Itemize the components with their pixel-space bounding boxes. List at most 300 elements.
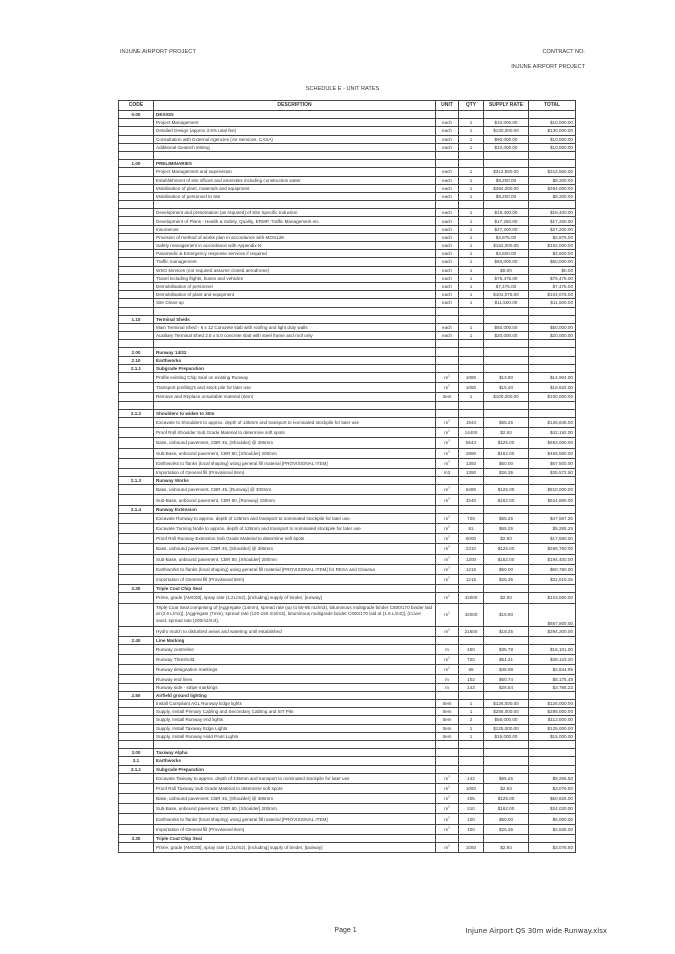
cell-code [119,683,154,691]
cell-code [119,438,154,448]
cell-code: 2.1.2 [119,409,154,417]
cell-code [119,258,154,266]
cell-total: $194,400.00 [529,554,576,564]
section-heading-row [119,505,576,513]
cell-unit [436,383,459,393]
cell-unit [436,393,459,401]
cell-code: 2.30 [119,585,154,593]
cell-unit [436,356,459,364]
unit-text: m [444,806,449,812]
table-row [119,824,576,834]
cell-supply-rate: $17,250.00 [484,217,529,225]
section-heading-row [119,111,576,119]
cell-description: Prime, grade [AMC00], spray rate (1.2L/m2), [including] supply of binder, [taxiway] [154,843,436,853]
cell-description: Safety management in accordance with Appendix N [154,242,436,250]
table-row [119,794,576,804]
cell-unit [436,409,459,417]
cell-description: Supply, Install Taxiway Edge Lights [154,724,436,732]
table-row [119,209,576,217]
cell-code [119,291,154,299]
unit-text: Item [442,733,452,739]
cell-supply-rate [484,749,529,757]
cell-description: Demobilisation of plant and equipment [154,291,436,299]
cell-description: Project Management [154,119,436,127]
cell-qty: 1350 [459,458,484,468]
cell-unit [436,250,459,258]
cell-supply-rate: $286,000.00 [484,708,529,716]
table-row [119,804,576,814]
cell-description: PRELIMINARIES [154,160,436,168]
unit-exponent: 3 [448,804,450,809]
cell-unit [436,585,459,593]
cell-description: Sub-Base, unbound pavement, CBR 80, [Runway] 150mm [154,495,436,505]
cell-qty [459,348,484,356]
table-row [119,716,576,724]
cell-code [119,209,154,217]
cell-code [119,127,154,135]
cell-unit [436,282,459,290]
cell-code: 3.30 [119,834,154,842]
blank-row [119,151,576,159]
unit-text: each [442,120,452,126]
cell-unit [436,428,459,438]
cell-description: Supply, Install Runway end lights [154,716,436,724]
cell-code [119,151,154,159]
cell-unit [436,135,459,143]
unit-text: each [442,267,452,273]
header-project-name-right: INJUNE AIRPORT PROJECT [511,64,585,70]
unit-text: each [442,284,452,290]
cell-qty [459,111,484,119]
cell-description: Travel including flights, buses and vehicles [154,274,436,282]
cell-unit [436,274,459,282]
cell-total: $3,795.22 [529,683,576,691]
cell-description: Earthworks to flanks (local shaping) using general fill material [PROVISIONAL ITEM] [154,814,436,824]
cell-code [119,225,154,233]
unit-text: m [444,785,449,791]
cell-qty [459,691,484,699]
cell-description [154,307,436,315]
cell-code [119,242,154,250]
column-header-unit: UNIT [436,101,459,111]
cell-unit [436,732,459,740]
cell-qty: 21600 [459,626,484,636]
cell-total [529,691,576,699]
cell-unit [436,111,459,119]
unit-text: m [444,450,449,456]
cell-unit [436,266,459,274]
cell-total [529,356,576,364]
cell-description: Runway Threshold [154,655,436,665]
column-header-total: TOTAL [529,101,576,111]
cell-description: Site Clean-up [154,299,436,307]
cell-qty [459,315,484,323]
cell-code [119,274,154,282]
cell-unit [436,665,459,675]
cell-code [119,524,154,534]
cell-qty: 1 [459,258,484,266]
cell-supply-rate [484,765,529,773]
cell-qty: 1 [459,393,484,401]
cell-unit [436,683,459,691]
cell-code [119,724,154,732]
table-row [119,554,576,564]
cell-total [529,409,576,417]
cell-supply-rate [484,585,529,593]
cell-qty: 3240 [459,495,484,505]
section-heading-row [119,765,576,773]
table-row [119,225,576,233]
cell-unit [436,655,459,665]
unit-text: m [444,536,449,542]
cell-description: Profile existing Chip Seal on existing Runway [154,373,436,383]
cell-qty: 1 [459,127,484,135]
cell-unit [436,675,459,683]
cell-qty: 1 [459,291,484,299]
cell-unit [436,143,459,151]
unit-text: each [442,177,452,183]
unit-text: each [442,292,452,298]
cell-description: Demobilisation of personnel [154,282,436,290]
cell-unit [436,485,459,495]
cell-code [119,307,154,315]
cell-description: Remove and Replace unsuitable material (Item) [154,393,436,401]
cell-unit [436,824,459,834]
cell-qty [459,749,484,757]
cell-unit [436,468,459,476]
cell-qty: 1 [459,225,484,233]
cell-description: Runway side - stripe markings [154,683,436,691]
cell-total [529,636,576,644]
cell-total: $17,250.00 [529,217,576,225]
cell-unit [436,151,459,159]
cell-code [119,143,154,151]
cell-qty: 1 [459,184,484,192]
cell-code [119,192,154,200]
cell-total [529,201,576,209]
unit-text: each [442,251,452,257]
cell-supply-rate: $9,200.00 [484,176,529,184]
cell-supply-rate: $10,000.00 [484,143,529,151]
cell-qty: 720 [459,655,484,665]
cell-code [119,513,154,523]
cell-code [119,201,154,209]
cell-qty: 1 [459,332,484,340]
cell-unit [436,757,459,765]
column-header-description: DESCRIPTION [154,101,436,111]
cell-supply-rate: $4,600.00 [484,250,529,258]
cell-supply-rate: $56,000.00 [484,716,529,724]
unit-text: Item [442,394,452,400]
cell-description: Traffic management [154,258,436,266]
table-row [119,383,576,393]
cell-code: 2.1.3 [119,477,154,485]
cell-qty: 6000 [459,534,484,544]
cell-code [119,564,154,574]
table-row [119,593,576,603]
table-row [119,143,576,151]
cell-qty: 1 [459,143,484,151]
table-row [119,843,576,853]
cell-total: $35,572.50 [529,468,576,476]
cell-code [119,266,154,274]
table-row [119,176,576,184]
table-row [119,428,576,438]
unit-exponent: 2 [448,655,450,660]
cell-code [119,700,154,708]
unit-text: m [444,375,449,381]
unit-text: each [442,128,452,134]
cell-total [529,757,576,765]
cell-description: Subgrade Preparation [154,765,436,773]
unit-text: each [442,136,452,142]
cell-unit [436,603,459,626]
cell-description: Additional Geotech testing [154,143,436,151]
cell-unit [436,417,459,427]
cell-description: Sub-Base, unbound pavement, CBR 80, [Shoulder] 200mm [154,804,436,814]
unit-text: m [444,796,449,802]
section-heading-row [119,348,576,356]
cell-supply-rate: $60,000.00 [484,258,529,266]
cell-code [119,340,154,348]
cell-total [529,364,576,372]
cell-description [154,740,436,748]
cell-code [119,655,154,665]
cell-unit [436,209,459,217]
cell-code [119,485,154,495]
cell-qty [459,636,484,644]
unit-exponent: 2 [448,784,450,789]
unit-exponent: 3 [448,544,450,549]
table-row [119,282,576,290]
table-row [119,393,576,401]
cell-qty: 405 [459,794,484,804]
unit-exponent: 3 [448,496,450,500]
cell-qty: 1 [459,732,484,740]
table-row [119,135,576,143]
cell-description [154,151,436,159]
cell-description: Provision of method of works plan in accordance with MOS139. [154,233,436,241]
cell-total: $60,750.00 [529,564,576,574]
cell-supply-rate [484,834,529,842]
unit-text: m [444,487,449,493]
cell-code: 0.00 [119,111,154,119]
cell-supply-rate: $65.25 [484,417,529,427]
cell-unit [436,299,459,307]
cell-description: Excavate to Shoulders to approx. depth of 135mm and transport to nominated stockpile for later use [154,417,436,427]
cell-total: $130,000.00 [529,127,576,135]
unit-text: m [445,646,449,652]
table-row [119,323,576,331]
cell-total: $17,580.00 [529,534,576,544]
cell-unit [436,192,459,200]
unit-text: each [442,226,452,232]
cell-description: Base, unbound pavement, CBR 45, [Shoulder] @ 385mm [154,794,436,804]
cell-code [119,299,154,307]
cell-code [119,843,154,853]
unit-text: each [442,324,452,330]
cell-supply-rate: $18,400.00 [484,209,529,217]
cell-code [119,184,154,192]
cell-total: $5,285.25 [529,524,576,534]
cell-description: Importation of General fill (Provisional Item) [154,824,436,834]
cell-supply-rate: $104,075.00 [484,291,529,299]
table-row [119,373,576,383]
cell-supply-rate: $54.31 [484,655,529,665]
unit-exponent: 3 [448,575,450,580]
table-row [119,495,576,505]
cell-code [119,593,154,603]
cell-supply-rate [484,364,529,372]
cell-code: 3.1.1 [119,765,154,773]
cell-description: Supply, Install Runway Hold Point Lights [154,732,436,740]
cell-code [119,544,154,554]
cell-code [119,740,154,748]
cell-total: $123,060.00 [529,593,576,603]
cell-total: $5,000.00 [529,814,576,824]
cell-qty: 1 [459,299,484,307]
cell-description: Base, unbound pavement, CBR 45, [Runway] @ 300mm [154,485,436,495]
cell-total [529,307,576,315]
cell-total [529,151,576,159]
cell-unit [436,242,459,250]
table-row [119,168,576,176]
cell-total: $2,875.00 [529,233,576,241]
cell-code [119,644,154,654]
cell-unit [436,233,459,241]
cell-supply-rate [484,409,529,417]
cell-qty: 100 [459,814,484,824]
blank-row [119,340,576,348]
cell-qty: 42000 [459,603,484,626]
cell-description: Main Terminal Shed - 6 x 12 Concrete slab with roofing and light duty walls [154,323,436,331]
cell-unit [436,724,459,732]
cell-qty: 1200 [459,554,484,564]
cell-unit [436,258,459,266]
cell-qty: 1 [459,250,484,258]
cell-unit [436,225,459,233]
cell-description: Base, unbound pavement, CBR 45, [Shoulder] @ 385mm [154,544,436,554]
cell-supply-rate: $100,000.00 [484,393,529,401]
cell-description: Earthworks to flanks (local shaping) using general fill material [PROVISIONAL ITEM] [154,458,436,468]
cell-supply-rate: $50.00 [484,458,529,468]
cell-qty: 1 [459,119,484,127]
cell-unit [436,201,459,209]
unit-exponent: 3 [448,449,450,454]
cell-total: $50,000.00 [529,323,576,331]
cell-unit [436,448,459,458]
cell-unit [436,524,459,534]
unit-text: m [445,684,449,690]
cell-supply-rate: $26.35 [484,468,529,476]
unit-text: each [442,193,452,199]
cell-total: $10,000.00 [529,135,576,143]
cell-description: Importation of General fill (Provisional Item) [154,468,436,476]
cell-description: Supply, Install Primary Cabling and Secondary Cabling and SIT Pits [154,708,436,716]
table-row [119,773,576,783]
unit-exponent: 3 [448,514,450,519]
cell-unit [436,564,459,574]
cell-unit [436,127,459,135]
cell-total: $60,000.00 [529,258,576,266]
unit-exponent: 3 [448,524,450,529]
cell-unit [436,765,459,773]
table-row [119,524,576,534]
unit-text: Item [442,709,452,715]
cell-description [154,201,436,209]
cell-supply-rate: $48.09 [484,665,529,675]
unit-text: m [444,526,449,532]
cell-supply-rate: $90,000.00 [484,135,529,143]
table-row [119,534,576,544]
table-row [119,448,576,458]
cell-description: Prime, grade [AMC00], spray rate (1.2L/m2), [including] supply of binder, [runway] [154,593,436,603]
schedule-title: SCHEDULE E - UNIT RATES [305,86,380,92]
cell-qty: 1 [459,209,484,217]
cell-supply-rate: $2.93 [484,593,529,603]
cell-supply-rate [484,111,529,119]
cell-code [119,282,154,290]
cell-total: $9,265.50 [529,773,576,783]
cell-code [119,814,154,824]
cell-unit [436,804,459,814]
cell-supply-rate [484,636,529,644]
cell-code: 2.00 [119,348,154,356]
cell-total: $11,500.00 [529,299,576,307]
cell-total: $125,000.00 [529,724,576,732]
cell-total: $39,103.20 [529,655,576,665]
cell-description: Auxiliary Terminal Shed 2.5 x 5.0 concrete slab with steel frame and roof only [154,332,436,340]
cell-code [119,393,154,401]
cell-code [119,534,154,544]
table-row [119,485,576,495]
cell-total: $466,560.00 [529,448,576,458]
table-row [119,513,576,523]
table-row [119,299,576,307]
cell-code: 2.1.4 [119,505,154,513]
cell-supply-rate: $65.25 [484,773,529,783]
footer-filename: Injune Airport QS 30m wide Runway.xlsx [465,927,607,935]
cell-total: $104,075.00 [529,291,576,299]
cell-total [529,160,576,168]
cell-total: $9,200.00 [529,192,576,200]
table-row [119,603,576,626]
cell-description: Subgrade Preparation [154,364,436,372]
cell-unit [436,708,459,716]
cell-code: 2.50 [119,691,154,699]
table-row [119,119,576,127]
cell-supply-rate: $10,000.00 [484,119,529,127]
cell-description: Detailed Design (approx 3.5% total fee) [154,127,436,135]
table-row [119,665,576,675]
cell-total: $27,200.00 [529,225,576,233]
cell-qty [459,160,484,168]
unit-exponent: 2 [448,610,450,615]
blank-row [119,740,576,748]
section-heading-row [119,585,576,593]
cell-qty [459,356,484,364]
cell-supply-rate [484,477,529,485]
cell-total [529,765,576,773]
table-row [119,332,576,340]
section-heading-row [119,636,576,644]
cell-unit [436,593,459,603]
cell-supply-rate: $2.93 [484,783,529,793]
cell-unit [436,783,459,793]
cell-code [119,716,154,724]
cell-description: Hydro mulch to disturbed areas and watering until established [154,626,436,636]
cell-supply-rate [484,740,529,748]
